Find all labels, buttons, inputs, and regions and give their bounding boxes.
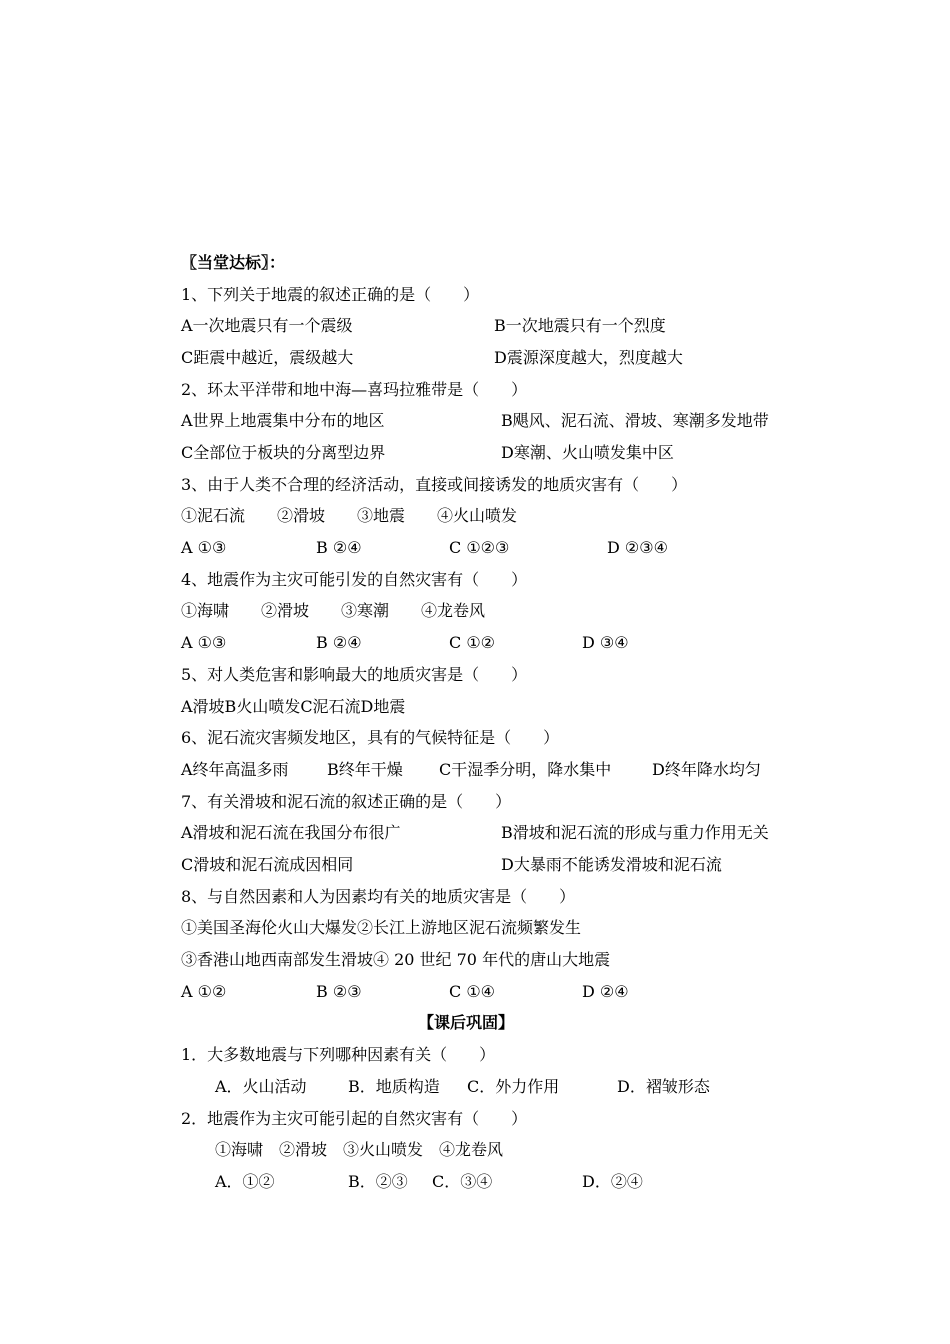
q5-stem: 5、对人类危害和影响最大的地质灾害是（ ） [181,665,528,684]
q2-option-a: A世界上地震集中分布的地区 [181,411,385,430]
q4-option-a: A ①③ [181,633,227,652]
q3-option-c: C ①②③ [449,538,510,557]
q4-option-c: C ①② [449,633,496,652]
q1-option-c: C距震中越近，震级越大 [181,348,354,367]
review-q2-option-d: D．②④ [582,1172,643,1191]
review-q2-items: ①海啸 ②滑坡 ③火山喷发 ④龙卷风 [215,1140,504,1159]
review-q1-stem: 1．大多数地震与下列哪种因素有关（ ） [181,1045,496,1064]
q6-option-d: D终年降水均匀 [652,760,761,779]
q6-option-b: B终年干燥 [327,760,403,779]
q4-option-d: D ③④ [582,633,629,652]
q7-option-c: C滑坡和泥石流成因相同 [181,855,354,874]
q1-option-b: B一次地震只有一个烈度 [494,316,666,335]
q6-option-a: A终年高温多雨 [181,760,289,779]
q2-option-c: C全部位于板块的分离型边界 [181,443,386,462]
review-q1-option-c: C．外力作用 [467,1077,560,1096]
q8-option-b: B ②③ [316,982,362,1001]
q2-option-b: B飓风、泥石流、滑坡、寒潮多发地带 [501,411,769,430]
q1-stem: 1、下列关于地震的叙述正确的是（ ） [181,285,480,304]
q8-option-a: A ①② [181,982,227,1001]
q8-items-line1: ①美国圣海伦火山大爆发②长江上游地区泥石流频繁发生 [181,918,582,937]
q2-stem: 2、环太平洋带和地中海—喜玛拉雅带是（ ） [181,380,528,399]
q7-option-b: B滑坡和泥石流的形成与重力作用无关 [501,823,769,842]
q8-items-line2: ③香港山地西南部发生滑坡④ 20 世纪 70 年代的唐山大地震 [181,950,611,969]
q3-option-a: A ①③ [181,538,227,557]
q4-stem: 4、地震作为主灾可能引发的自然灾害有（ ） [181,570,528,589]
q7-option-d: D大暴雨不能诱发滑坡和泥石流 [501,855,722,874]
q6-stem: 6、泥石流灾害频发地区，具有的气候特征是（ ） [181,728,560,747]
q3-stem: 3、由于人类不合理的经济活动，直接或间接诱发的地质灾害有（ ） [181,475,688,494]
q4-items: ①海啸 ②滑坡 ③寒潮 ④龙卷风 [181,601,486,620]
q1-option-d: D震源深度越大，烈度越大 [494,348,683,367]
q8-stem: 8、与自然因素和人为因素均有关的地质灾害是（ ） [181,887,576,906]
q6-option-c: C干湿季分明，降水集中 [439,760,612,779]
q4-option-b: B ②④ [316,633,362,652]
review-q1-option-d: D．褶皱形态 [617,1077,710,1096]
q3-items: ①泥石流 ②滑坡 ③地震 ④火山喷发 [181,506,518,525]
review-q2-option-c: C．③④ [432,1172,493,1191]
q7-stem: 7、有关滑坡和泥石流的叙述正确的是（ ） [181,792,512,811]
q8-option-d: D ②④ [582,982,629,1001]
review-q2-stem: 2．地震作为主灾可能引起的自然灾害有（ ） [181,1109,528,1128]
q7-option-a: A滑坡和泥石流在我国分布很广 [181,823,401,842]
q8-option-c: C ①④ [449,982,496,1001]
review-q2-option-a: A．①② [215,1172,275,1191]
review-q1-option-b: B．地质构造 [348,1077,440,1096]
review-q1-option-a: A．火山活动 [215,1077,307,1096]
q3-option-b: B ②④ [316,538,362,557]
q5-options: A滑坡B火山喷发C泥石流D地震 [181,697,406,716]
q1-option-a: A一次地震只有一个震级 [181,316,353,335]
section1-title: 〖当堂达标〗： [181,253,286,272]
review-q2-option-b: B．②③ [348,1172,408,1191]
section2-title: 【课后巩固】 [418,1013,515,1032]
q3-option-d: D ②③④ [607,538,668,557]
q2-option-d: D寒潮、火山喷发集中区 [501,443,674,462]
